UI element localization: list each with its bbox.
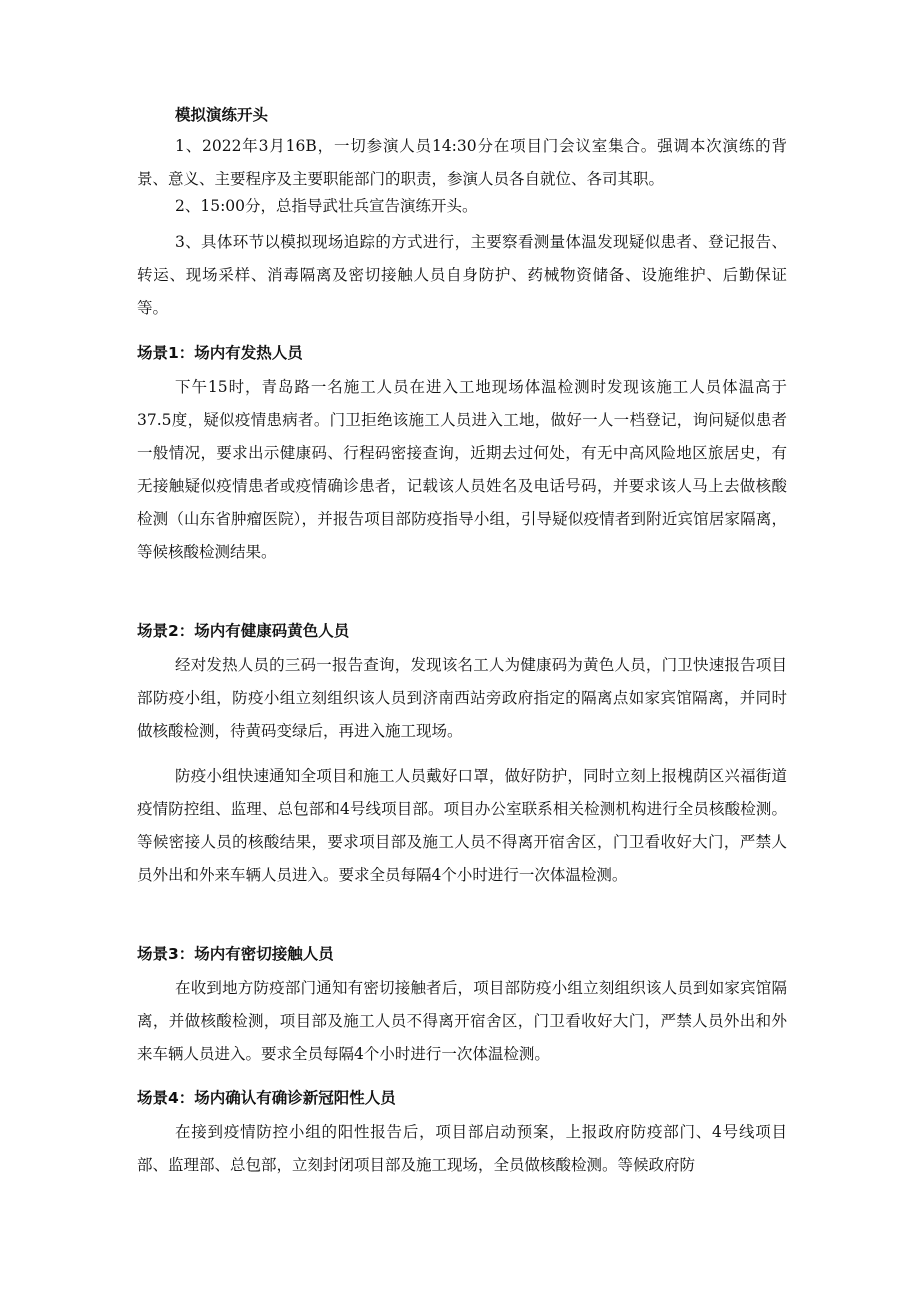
scene-2-paragraph-2: 防疫小组快速通知全项目和施工人员戴好口罩，做好防护，同时立刻上报槐荫区兴福街道疫情防控组、监理、总包部和4号线项目部。项目办公室联系相关检测机构进行全员核酸检测。等候密接人员的核酸结果，要求项目部及施工人员不得离开宿舍区，门卫看收好大门，严禁人员外出和外来车辆人员进入。要求全员每隔4个小时进行一次体温检测。 — [137, 767, 787, 884]
scene-1-heading: 场景1：场内有发热人员 — [137, 344, 303, 362]
scene-3-paragraph: 在收到地方防疫部门通知有密切接触者后，项目部防疫小组立刻组织该人员到如家宾馆隔离，并做核酸检测，项目部及施工人员不得离开宿舍区，门卫看收好大门，严禁人员外出和外来车辆人员进入。要求全员每隔4个小时进行一次体温检测。 — [137, 979, 787, 1063]
intro-item-2: 2、15:00分，总指导武壮兵宣告演练开头。 — [175, 197, 478, 215]
scene-4-heading: 场景4：场内确认有确诊新冠阳性人员 — [137, 1089, 396, 1107]
intro-heading: 模拟演练开头 — [175, 106, 269, 124]
scene-3-heading: 场景3：场内有密切接触人员 — [137, 945, 334, 963]
scene-2-heading: 场景2：场内有健康码黄色人员 — [137, 622, 350, 640]
scene-1-paragraph: 下午15时，青岛路一名施工人员在进入工地现场体温检测时发现该施工人员体温高于37.5度，疑似疫情患病者。门卫拒绝该施工人员进入工地，做好一人一档登记，询问疑似患者一般情况，要求出示健康码、行程码密接查询，近期去过何处，有无中高风险地区旅居史，有无接触疑似疫情患者或疫情确诊患者，记载该人员姓名及电话号码，并要求该人马上去做核酸检测（山东省肿瘤医院），并报告项目部防疫指导小组，引导疑似疫情者到附近宾馆居家隔离，等候核酸检测结果。 — [137, 378, 787, 561]
scene-4-paragraph: 在接到疫情防控小组的阳性报告后，项目部启动预案，上报政府防疫部门、4号线项目部、监理部、总包部，立刻封闭项目部及施工现场，全员做核酸检测。等候政府防 — [137, 1123, 787, 1174]
intro-item-3: 3、具体环节以模拟现场追踪的方式进行，主要察看测量体温发现疑似患者、登记报告、转运、现场采样、消毒隔离及密切接触人员自身防护、药械物资储备、设施维护、后勤保证等。 — [137, 233, 787, 317]
intro-item-1: 1、2022年3月16B，一切参演人员14:30分在项目门会议室集合。强调本次演练的背景、意义、主要程序及主要职能部门的职责，参演人员各自就位、各司其职。 — [137, 137, 787, 188]
scene-2-paragraph-1: 经对发热人员的三码一报告查询，发现该名工人为健康码为黄色人员，门卫快速报告项目部防疫小组，防疫小组立刻组织该人员到济南西站旁政府指定的隔离点如家宾馆隔离，并同时做核酸检测，待黄码变绿后，再进入施工现场。 — [137, 656, 787, 740]
